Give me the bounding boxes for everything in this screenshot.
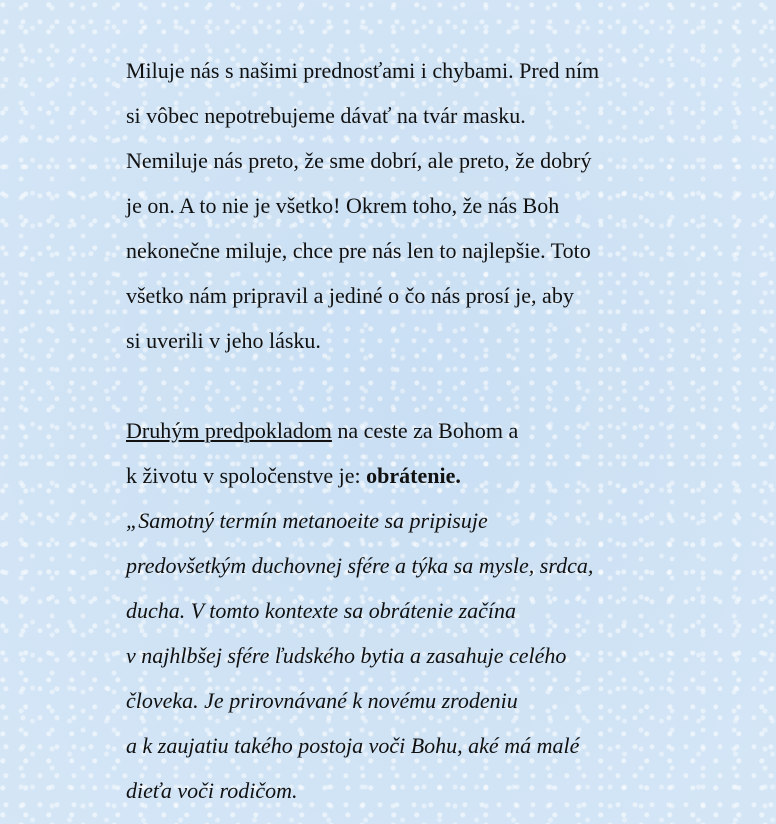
quote-line: predovšetkým duchovnej sfére a týka sa mysle, srdca, bbox=[126, 553, 594, 578]
underlined-term: Druhým predpokladom bbox=[126, 418, 332, 443]
text-fragment: na ceste za Bohom a bbox=[331, 418, 519, 443]
paragraph-spacer bbox=[126, 363, 726, 408]
quote-line: v najhlbšej sfére ľudského bytia a zasahuje celého bbox=[126, 643, 567, 668]
quote-line: „Samotný termín metanoeite sa pripisuje bbox=[126, 508, 488, 533]
quote-line: dieťa voči rodičom. bbox=[126, 778, 298, 803]
text-line: je on. A to nie je všetko! Okrem toho, že nás Boh bbox=[126, 193, 560, 218]
bold-term: obrátenie. bbox=[366, 463, 461, 488]
text-line: si uverili v jeho lásku. bbox=[126, 328, 321, 353]
text-line: Miluje nás s našimi prednosťami i chybami. Pred ním bbox=[126, 58, 600, 83]
text-line bbox=[126, 408, 726, 453]
quote-line: a k zaujatiu takého postoja voči Bohu, aké má malé bbox=[126, 733, 580, 758]
quote-line: ducha. V tomto kontexte sa obrátenie začína bbox=[126, 598, 517, 623]
text-line: nekonečne miluje, chce pre nás len to najlepšie. Toto bbox=[126, 238, 591, 263]
text-line bbox=[126, 453, 726, 498]
paragraph-love bbox=[126, 48, 726, 363]
quote-block bbox=[126, 498, 726, 813]
text-line: všetko nám pripravil a jediné o čo nás prosí je, aby bbox=[126, 283, 574, 308]
text-fragment: k životu v spoločenstve je: bbox=[126, 463, 367, 488]
quote-line: človeka. Je prirovnávané k novému zrodeniu bbox=[126, 688, 518, 713]
document-page bbox=[126, 48, 726, 813]
text-line: si vôbec nepotrebujeme dávať na tvár masku. bbox=[126, 103, 526, 128]
paragraph-conversion bbox=[126, 408, 726, 498]
text-line: Nemiluje nás preto, že sme dobrí, ale preto, že dobrý bbox=[126, 148, 592, 173]
